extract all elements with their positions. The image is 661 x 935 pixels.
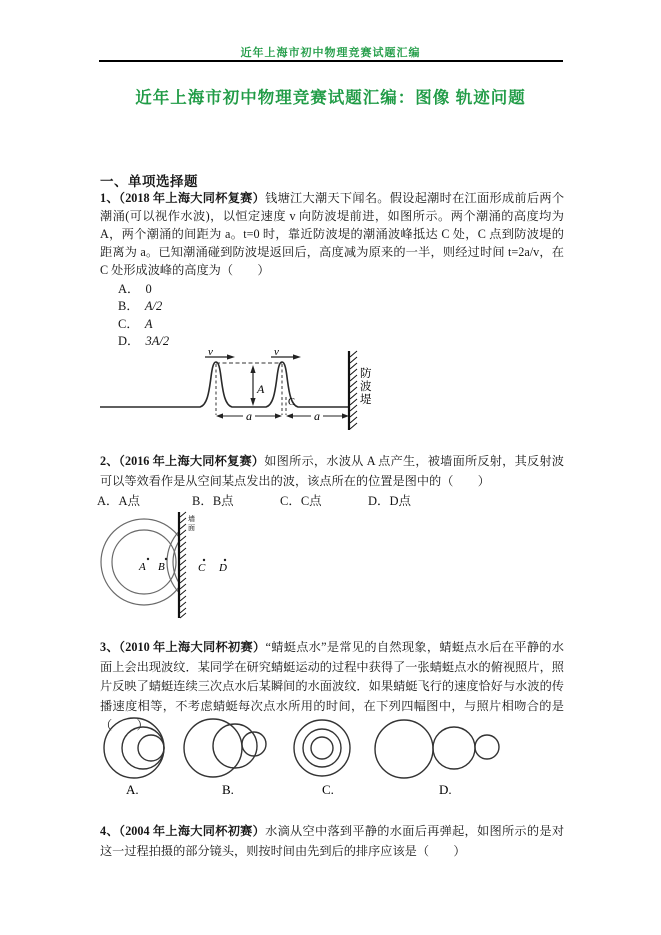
reflected-wave-outer	[167, 517, 257, 607]
point-b-label: B	[158, 561, 165, 573]
q2-reflection-figure	[95, 506, 330, 624]
point-c-dot	[203, 559, 205, 561]
arrowhead-left-a2	[286, 413, 293, 418]
pattern-d-label: D.	[439, 782, 452, 797]
reflected-wave-inner	[173, 523, 251, 601]
option-b-value: B点	[212, 494, 234, 508]
wall-char-3: 堤	[360, 394, 372, 406]
option-b	[118, 298, 169, 315]
pattern-c	[294, 720, 350, 776]
distance-label: a	[314, 409, 320, 423]
pattern-a-inner	[138, 735, 164, 761]
pattern-c-middle	[303, 729, 341, 767]
pattern-b	[184, 719, 266, 777]
option-d	[368, 491, 411, 509]
option-c-value: C点	[300, 494, 322, 508]
question-2-text: 如图所示，水波从 A 点产生，被墙面所反射，其反射波可以等效看作是从空间某点发出的波，该点所在的位置是图中的（ ）	[100, 454, 564, 488]
question-2-source: 2、（2016 年上海大同杯复赛）	[100, 454, 265, 468]
option-a	[118, 281, 169, 298]
water-surface-curve	[100, 362, 349, 407]
question-4	[100, 822, 564, 861]
pattern-c-inner	[311, 737, 333, 759]
option-a-value: A点	[118, 494, 141, 508]
gap-label: a	[246, 409, 252, 423]
question-3-source: 3、（2010 年上海大同杯初赛）	[100, 640, 266, 654]
option-b-letter: B．	[192, 494, 213, 508]
option-c	[118, 316, 169, 333]
option-a-value: 0	[145, 282, 152, 296]
arrowhead-left-a1	[216, 413, 223, 418]
wall-hatching	[350, 351, 357, 429]
option-d-letter: D．	[368, 494, 390, 508]
q3-ripple-options-figure	[95, 715, 515, 800]
option-d-value: D点	[389, 494, 412, 508]
point-a-label: A	[139, 561, 146, 573]
q1-wave-figure	[95, 346, 385, 441]
wall-char-2: 面	[188, 525, 195, 532]
option-d-letter: D．	[118, 333, 140, 348]
point-c-label: C	[288, 397, 296, 408]
option-a-letter: A．	[97, 494, 119, 508]
question-1	[100, 189, 564, 279]
breakwater-label	[360, 367, 372, 406]
option-d-value: 3A/2	[145, 333, 170, 348]
arrowhead-right-2	[293, 354, 301, 359]
point-b-dot	[165, 558, 167, 560]
wall-char-1: 墙	[188, 516, 195, 523]
wall-char-2: 波	[360, 381, 372, 393]
page-title: 近年上海市初中物理竞赛试题汇编：图像 轨迹问题	[135, 89, 526, 107]
wall-label	[188, 514, 195, 532]
option-b-value: A/2	[144, 299, 163, 314]
pattern-b-label: B.	[222, 782, 234, 797]
velocity-label-1: v	[208, 346, 213, 358]
pattern-b-middle	[213, 724, 257, 768]
wall-hatching	[180, 512, 186, 618]
arrowhead-up	[250, 365, 255, 373]
pattern-a-middle	[122, 727, 164, 769]
pattern-c-label: C.	[322, 782, 334, 797]
question-4-source: 4、（2004 年上海大同杯初赛）	[100, 824, 266, 838]
section-heading: 一、单项选择题	[100, 174, 198, 189]
pattern-a-label: A.	[126, 782, 139, 797]
pattern-d-middle	[433, 727, 475, 769]
option-c-letter: C．	[280, 494, 301, 508]
pattern-a	[104, 718, 164, 778]
velocity-label-2: v	[274, 346, 279, 358]
amplitude-label: A	[257, 382, 265, 396]
question-1-text: 钱塘江大潮天下闻名。假设起潮时在江面形成前后两个潮涌(可以视作水波)，以恒定速度 v 向防波堤前进，如图所示。两个潮涌的高度均为 A，两个潮涌的间距为 a。t=0 时，靠近防波堤的潮涌波峰抵达 C 处，C 点到防波堤的距离为 a。已知潮涌碰到防波堤返回后，高度减为原来的一半，则经过时间 t=2a/v，在 C 处形成波峰的高度为（ ）	[100, 191, 565, 277]
running-header: 近年上海市初中物理竞赛试题汇编	[240, 47, 421, 59]
point-d-label: D	[219, 562, 227, 574]
pattern-d-inner	[475, 735, 499, 759]
wall-char-1: 防	[360, 368, 372, 380]
option-a-letter: A．	[118, 282, 140, 296]
arrowhead-right-a1	[275, 413, 282, 418]
option-c-value: A	[144, 316, 153, 331]
header-divider	[99, 60, 563, 62]
point-d-dot	[224, 559, 226, 561]
pattern-d-outer	[375, 720, 433, 778]
question-2	[100, 452, 564, 491]
pattern-d	[375, 720, 499, 778]
question-1-options	[118, 281, 169, 350]
option-d	[118, 333, 169, 350]
arrowhead-down	[250, 398, 255, 406]
point-c-label: C	[198, 562, 206, 574]
pattern-a-outer	[104, 718, 164, 778]
question-4-text: 水滴从空中落到平静的水面后再弹起，如图所示的是对这一过程拍摄的部分镜头，则按时间由先到后的排序应该是（ ）	[100, 824, 565, 858]
option-b-letter: B．	[118, 299, 139, 314]
option-c-letter: C．	[118, 316, 139, 331]
point-a-dot	[147, 558, 149, 560]
question-3-text: “蜻蜓点水”是常见的自然现象，蜻蜓点水后在平静的水面上会出现波纹．某同学在研究蜻蜓运动的过程中获得了一张蜻蜓点水的俯视照片，照片反映了蜻蜓连续三次点水后某瞬间的水面波纹．如果蜻蜓飞行的速度恰好与水波的传播速度相等，不考虑蜻蜓每次点水所用的时间，在下列四幅图中，与照片相吻合的是（ ）	[100, 640, 564, 732]
arrowhead-right-1	[227, 354, 235, 359]
question-1-source: 1、（2018 年上海大同杯复赛）	[100, 191, 266, 205]
